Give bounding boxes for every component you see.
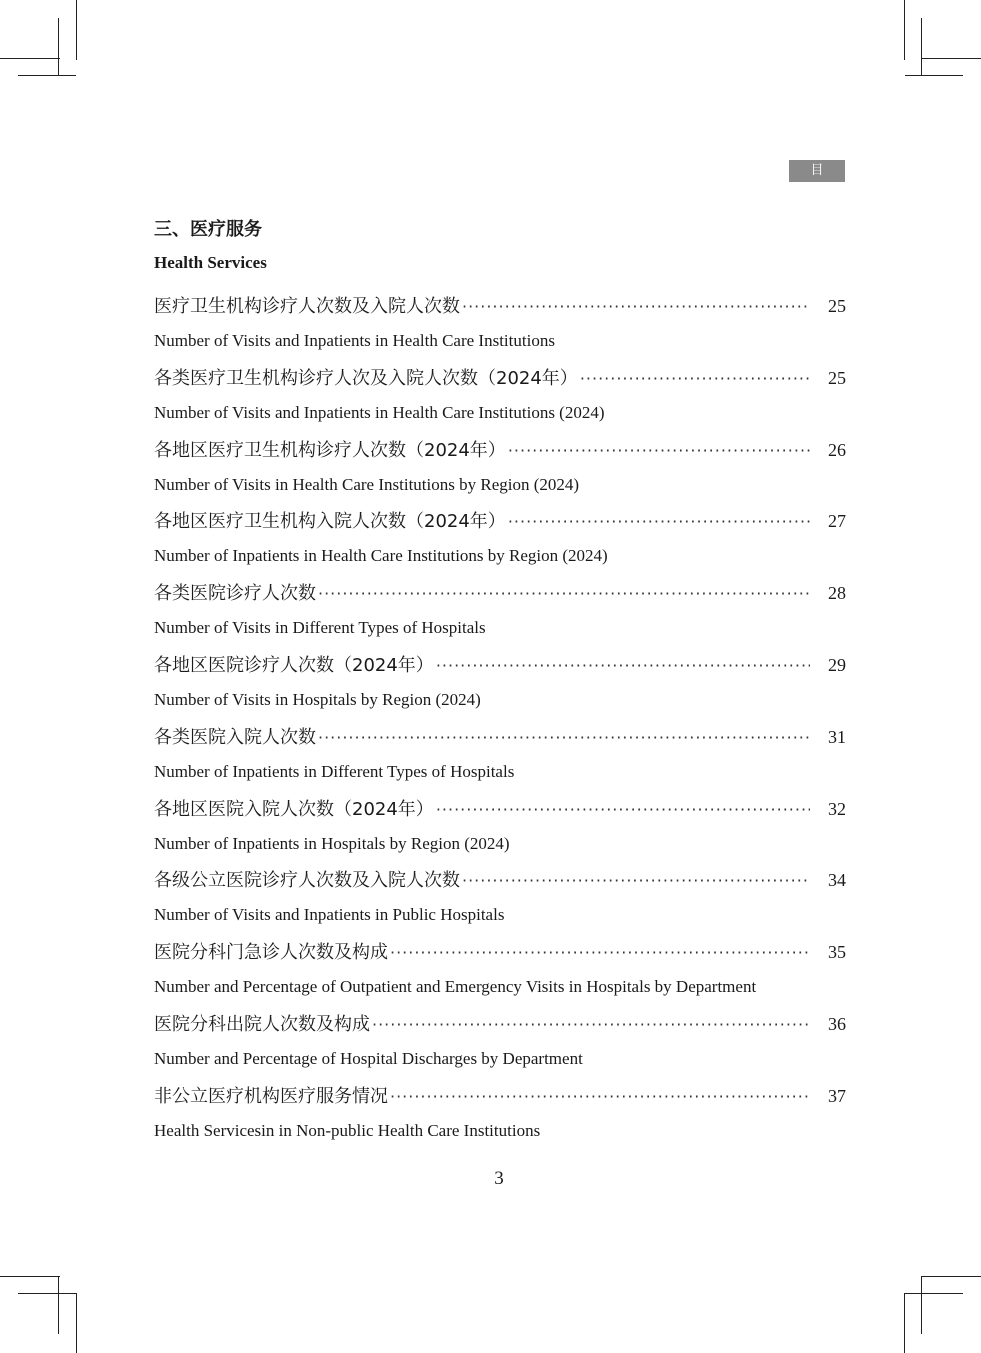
toc-entry-en-title: Health Servicesin in Non-public Health Care Institutions <box>154 1120 541 1140</box>
toc-entry-cn-line <box>154 720 846 754</box>
dot-leader <box>462 290 810 324</box>
crop-mark <box>905 1293 963 1294</box>
toc-entry-cn-line <box>154 648 846 682</box>
toc-entry-cn-line <box>154 1079 846 1113</box>
toc-entry[interactable] <box>154 1079 846 1151</box>
crop-mark <box>921 1276 922 1334</box>
section-title: 三、医疗服务 <box>154 219 262 240</box>
toc-entry-cn-title: 各级公立医院诊疗人次数及入院人次数 <box>154 870 460 892</box>
dot-leader <box>580 362 810 396</box>
toc-entry-en-title: Number of Inpatients in Health Care Institutions by Region (2024) <box>154 546 608 566</box>
toc-entry-cn-line <box>154 935 846 969</box>
crop-mark <box>18 75 76 76</box>
toc-entry-en-title: Number of Visits in Hospitals by Region (2024) <box>154 689 481 709</box>
toc-entry-cn-line <box>154 289 846 323</box>
toc-entry-cn-title: 各地区医疗卫生机构入院人次数（2024年） <box>154 511 506 533</box>
dot-leader <box>462 864 810 898</box>
toc-entry-en-title: Number and Percentage of Hospital Discharges by Department <box>154 1048 583 1068</box>
toc-entry-en-title: Number of Inpatients in Hospitals by Region (2024) <box>154 833 510 853</box>
crop-mark <box>18 1293 76 1294</box>
toc-entry-cn-title: 医疗卫生机构诊疗人次数及入院人次数 <box>154 296 460 317</box>
toc-entry-cn-title: 非公立医疗机构医疗服务情况 <box>154 1085 388 1107</box>
toc-entry-cn-title: 各地区医院诊疗人次数（2024年） <box>154 654 434 676</box>
toc-entry[interactable] <box>154 433 846 505</box>
dot-leader <box>390 936 810 970</box>
toc-entry[interactable] <box>154 504 846 576</box>
toc-entry-page: 34 <box>828 870 846 891</box>
toc-entry-page: 31 <box>828 726 846 747</box>
crop-mark <box>58 18 59 76</box>
toc-entry-cn-title: 各地区医院入院人次数（2024年） <box>154 798 434 820</box>
toc-entry-page: 27 <box>828 511 846 532</box>
toc-entry-page: 25 <box>828 367 846 388</box>
toc-entry-page: 35 <box>828 942 846 963</box>
toc-entry-cn-line <box>154 576 846 610</box>
toc-entry-en-title: Number and Percentage of Outpatient and Emergency Visits in Hospitals by Department <box>154 977 757 997</box>
toc-entry-en-title: Number of Visits in Health Care Institutions by Region (2024) <box>154 474 580 494</box>
section-subtitle: Health Services <box>154 253 267 272</box>
dot-leader <box>436 793 810 827</box>
dot-leader <box>318 721 810 755</box>
dot-leader <box>318 577 810 611</box>
toc-entry-cn-title: 各类医院入院人次数 <box>154 726 316 748</box>
toc-entry-en-title: Number of Visits and Inpatients in Public Hospitals <box>154 905 505 925</box>
toc-entry[interactable] <box>154 289 846 361</box>
dot-leader <box>508 434 810 468</box>
toc-entry-page: 25 <box>828 296 846 316</box>
crop-mark <box>921 1276 981 1277</box>
toc-entry[interactable] <box>154 576 846 648</box>
toc-entry-cn-line <box>154 1007 846 1041</box>
crop-mark <box>921 58 981 59</box>
toc-entry-page: 28 <box>828 583 846 604</box>
page-number: 3 <box>494 1168 504 1189</box>
toc-entry-cn-line <box>154 361 846 395</box>
crop-mark <box>904 1293 905 1353</box>
toc-entry-page: 37 <box>828 1085 846 1106</box>
toc-entry-cn-line <box>154 792 846 826</box>
toc-entry-en-title: Number of Visits in Different Types of Hospitals <box>154 618 486 638</box>
toc-entry[interactable] <box>154 648 846 720</box>
toc-entry-cn-title: 医院分科门急诊人次数及构成 <box>154 942 388 964</box>
toc-entry-en-title: Number of Visits and Inpatients in Health Care Institutions <box>154 331 555 350</box>
toc-entry[interactable] <box>154 361 846 433</box>
toc-entry-cn-line <box>154 504 846 538</box>
toc-entry-en-title: Number of Inpatients in Different Types of Hospitals <box>154 761 515 781</box>
toc-entry-page: 36 <box>828 1013 846 1034</box>
toc-entry-page: 32 <box>828 798 846 819</box>
crop-mark <box>76 1293 77 1353</box>
toc-entry-page: 29 <box>828 654 846 675</box>
toc-entry-en-title: Number of Visits and Inpatients in Health Care Institutions (2024) <box>154 402 605 422</box>
crop-mark <box>0 1276 60 1277</box>
toc-entry-cn-line <box>154 433 846 467</box>
dot-leader <box>508 505 810 539</box>
toc-entry-cn-title: 各类医疗卫生机构诊疗人次及入院人次数（2024年） <box>154 367 578 389</box>
toc-entry[interactable] <box>154 792 846 864</box>
crop-mark <box>76 0 77 60</box>
toc-entry-cn-line <box>154 863 846 897</box>
crop-mark <box>904 0 905 60</box>
toc-entry-cn-title: 医院分科出院人次数及构成 <box>154 1013 370 1035</box>
dot-leader <box>372 1008 810 1042</box>
toc-entry-cn-title: 各类医院诊疗人次数 <box>154 583 316 605</box>
header-badge: 目 录 <box>789 160 845 182</box>
dot-leader <box>436 649 810 683</box>
toc-entry-cn-title: 各地区医疗卫生机构诊疗人次数（2024年） <box>154 439 506 461</box>
toc-entry[interactable] <box>154 720 846 792</box>
crop-mark <box>0 58 60 59</box>
crop-mark <box>905 75 963 76</box>
toc-entry[interactable] <box>154 935 846 1007</box>
crop-mark <box>921 18 922 76</box>
toc-entry[interactable] <box>154 863 846 935</box>
crop-mark <box>58 1276 59 1334</box>
toc-entry-page: 26 <box>828 439 846 460</box>
table-of-contents <box>154 289 846 1151</box>
dot-leader <box>390 1080 810 1114</box>
toc-entry[interactable] <box>154 1007 846 1079</box>
